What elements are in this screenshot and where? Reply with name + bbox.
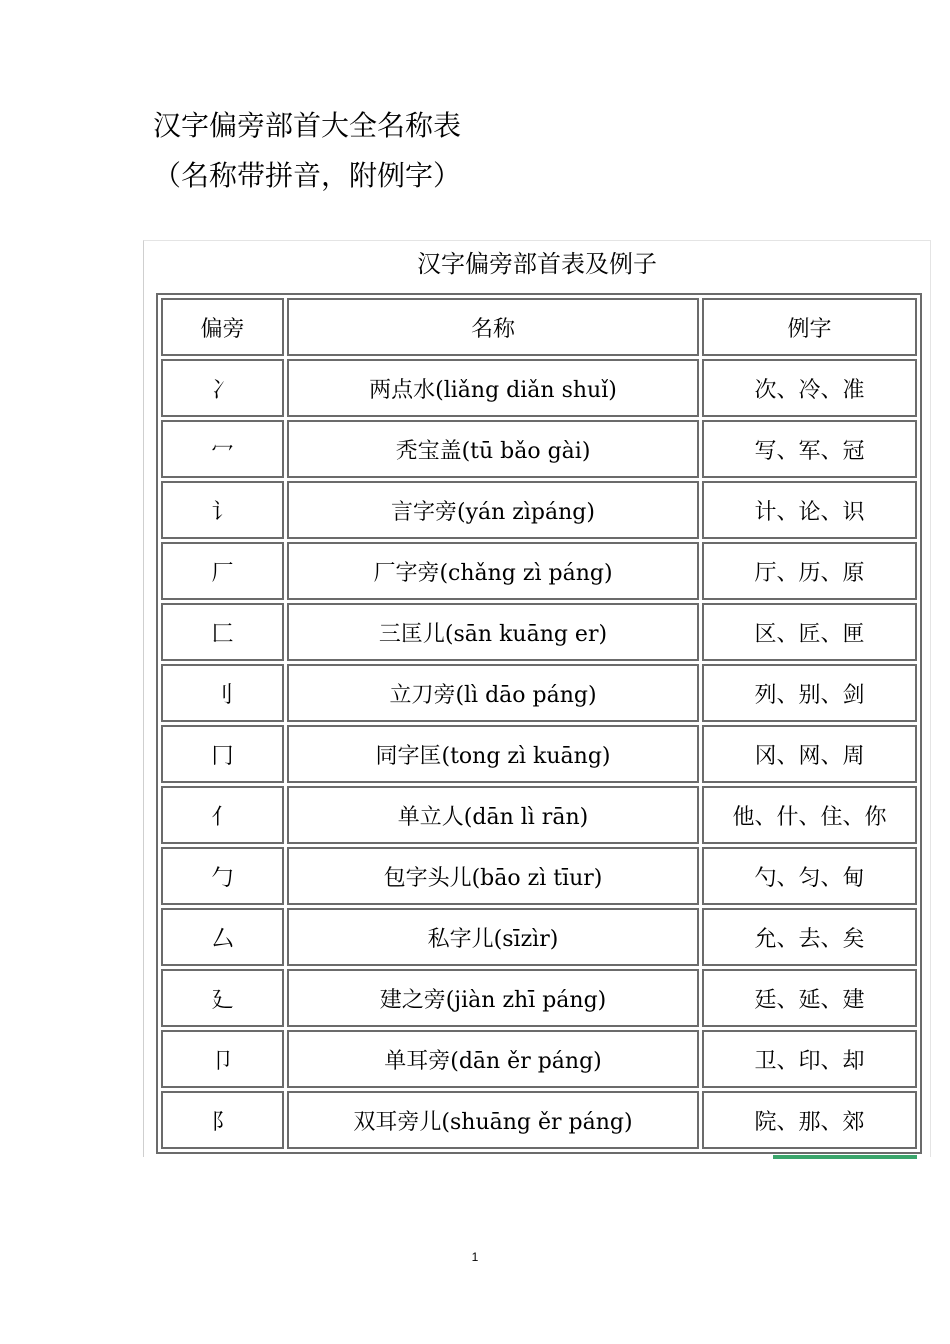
- name-cell: 建之旁(jiàn zhī páng): [287, 969, 699, 1027]
- examples-cell: 允、去、矣: [702, 908, 917, 966]
- radical-cell: 阝: [161, 1091, 284, 1149]
- radical-cell: 厂: [161, 542, 284, 600]
- radical-cell: 冖: [161, 420, 284, 478]
- examples-cell: 勺、匀、甸: [702, 847, 917, 905]
- radical-cell: 冫: [161, 359, 284, 417]
- table-row: [161, 908, 917, 966]
- name-cell: 单耳旁(dān ěr páng): [287, 1030, 699, 1088]
- table-row: [161, 847, 917, 905]
- examples-cell: 次、冷、准: [702, 359, 917, 417]
- examples-cell: 列、别、剑: [702, 664, 917, 722]
- examples-cell: 冈、网、周: [702, 725, 917, 783]
- name-cell: 私字儿(sīzìr): [287, 908, 699, 966]
- table-row: [161, 420, 917, 478]
- table-row: [161, 1030, 917, 1088]
- green-accent-bar: [773, 1155, 917, 1159]
- radical-cell: 亻: [161, 786, 284, 844]
- examples-cell: 区、匠、匣: [702, 603, 917, 661]
- table-caption: 汉字偏旁部首表及例子: [417, 250, 657, 278]
- name-cell: 言字旁(yán zìpáng): [287, 481, 699, 539]
- radical-cell: 勹: [161, 847, 284, 905]
- name-cell: 秃宝盖(tū bǎo gài): [287, 420, 699, 478]
- examples-cell: 计、论、识: [702, 481, 917, 539]
- table-row: [161, 969, 917, 1027]
- header-name: 名称: [287, 298, 699, 356]
- radical-table-figure: [143, 240, 931, 1157]
- name-cell: 双耳旁儿(shuāng ěr páng): [287, 1091, 699, 1149]
- name-cell: 三匡儿(sān kuāng er): [287, 603, 699, 661]
- radical-cell: 刂: [161, 664, 284, 722]
- header-examples: 例字: [702, 298, 917, 356]
- table-row: [161, 725, 917, 783]
- radical-table: [156, 293, 922, 1154]
- table-row: [161, 359, 917, 417]
- name-cell: 单立人(dān lì rān): [287, 786, 699, 844]
- radical-cell: 厶: [161, 908, 284, 966]
- header-radical: 偏旁: [161, 298, 284, 356]
- examples-cell: 卫、印、却: [702, 1030, 917, 1088]
- name-cell: 同字匡(tong zì kuāng): [287, 725, 699, 783]
- examples-cell: 院、那、郊: [702, 1091, 917, 1149]
- radical-cell: 匚: [161, 603, 284, 661]
- examples-cell: 廷、延、建: [702, 969, 917, 1027]
- table-row: [161, 542, 917, 600]
- radical-cell: 冂: [161, 725, 284, 783]
- radical-cell: 卩: [161, 1030, 284, 1088]
- radical-cell: 讠: [161, 481, 284, 539]
- name-cell: 包字头儿(bāo zì tīur): [287, 847, 699, 905]
- table-row: [161, 481, 917, 539]
- radical-cell: 廴: [161, 969, 284, 1027]
- page-number: 1: [471, 1250, 479, 1264]
- table-row: [161, 664, 917, 722]
- name-cell: 厂字旁(chǎng zì páng): [287, 542, 699, 600]
- table-row: [161, 1091, 917, 1149]
- examples-cell: 他、什、住、你: [702, 786, 917, 844]
- name-cell: 两点水(liǎng diǎn shuǐ): [287, 359, 699, 417]
- name-cell: 立刀旁(lì dāo páng): [287, 664, 699, 722]
- examples-cell: 写、军、冠: [702, 420, 917, 478]
- table-row: [161, 603, 917, 661]
- document-title: 汉字偏旁部首大全名称表: [153, 109, 462, 142]
- table-header-row: [161, 298, 917, 356]
- table-row: [161, 786, 917, 844]
- table-body: [161, 359, 917, 1149]
- document-subtitle: （名称带拼音，附例字）: [153, 159, 462, 192]
- examples-cell: 厅、历、原: [702, 542, 917, 600]
